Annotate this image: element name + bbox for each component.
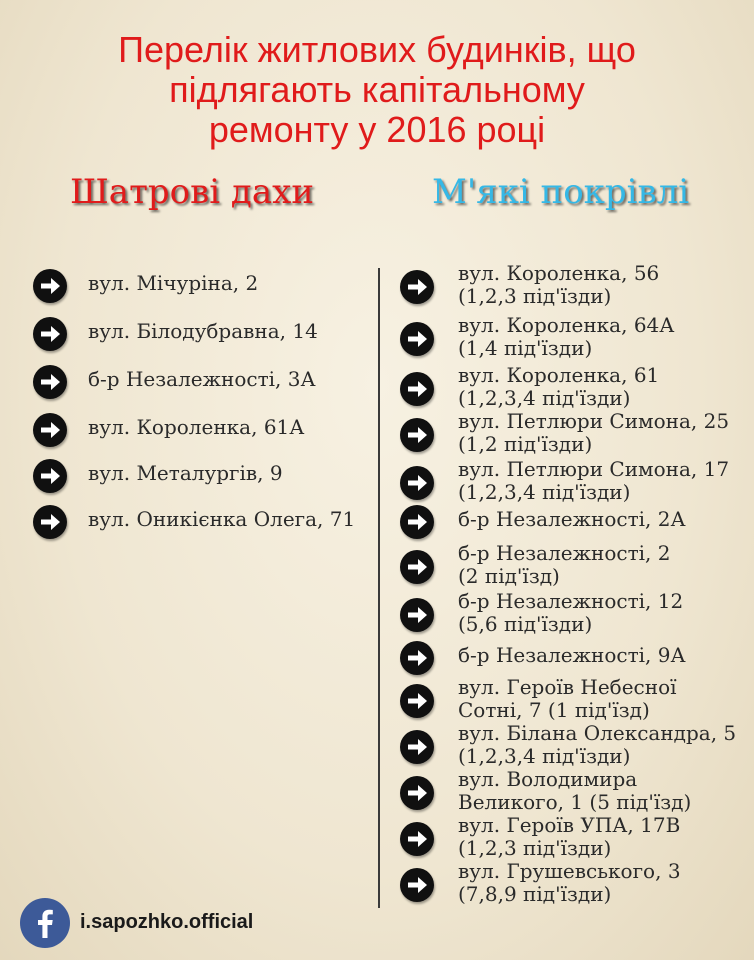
column-divider [378, 268, 380, 908]
address-line: вул. Героїв Небесної [458, 675, 677, 699]
address-line: (1,4 під'їзди) [458, 336, 593, 360]
address-line: вул. Грушевського, 3 [458, 859, 681, 883]
address-text [458, 542, 670, 588]
arrow-right-icon [33, 413, 67, 447]
address-text [458, 508, 686, 531]
arrow-right-icon [400, 868, 434, 902]
arrow-right-icon [400, 730, 434, 764]
address-line: (1,2,3 під'їзди) [458, 284, 612, 308]
address-line: (1,2,3,4 під'їзди) [458, 744, 631, 768]
address-line: вул. Короленка, 64А [458, 313, 675, 337]
title-line-1: Перелік житлових будинків, що [118, 29, 636, 70]
address-line: вул. Петлюри Симона, 25 [458, 409, 730, 433]
address-text [458, 458, 729, 504]
left-column-heading: Шатрові дахи [70, 172, 314, 212]
address-line: вул. Оникієнка Олега, 71 [88, 507, 356, 531]
address-line: вул. Петлюри Симона, 17 [458, 457, 730, 481]
address-line: (1,2,3 під'їзди) [458, 836, 612, 860]
address-line: б-р Незалежності, 9А [458, 643, 686, 667]
title-line-2: підлягають капітальному [169, 69, 585, 110]
arrow-right-icon [33, 365, 67, 399]
address-text [88, 320, 318, 343]
address-text [458, 814, 680, 860]
arrow-right-icon [33, 459, 67, 493]
arrow-right-icon [33, 317, 67, 351]
address-text [458, 676, 677, 722]
address-text [458, 590, 683, 636]
arrow-right-icon [400, 372, 434, 406]
arrow-right-icon [400, 641, 434, 675]
social-handle[interactable]: i.sapozhko.official [80, 911, 254, 933]
address-line: вул. Білодубравна, 14 [88, 319, 318, 343]
arrow-right-icon [400, 418, 434, 452]
address-text [88, 368, 316, 391]
address-line: (2 під'їзд) [458, 564, 560, 588]
address-line: вул. Короленка, 61А [88, 415, 305, 439]
address-line: б-р Незалежності, 2А [458, 507, 686, 531]
address-line: б-р Незалежності, 2 [458, 541, 671, 565]
address-text [458, 722, 736, 768]
arrow-right-icon [400, 505, 434, 539]
address-line: (5,6 під'їзди) [458, 612, 593, 636]
arrow-right-icon [400, 322, 434, 356]
right-column-heading: М'які покрівлі [432, 172, 690, 212]
arrow-right-icon [400, 466, 434, 500]
address-line: Великого, 1 (5 під'їзд) [458, 790, 692, 814]
title-line-3: ремонту у 2016 році [208, 109, 546, 150]
address-line: вул. Білана Олександра, 5 [458, 721, 737, 745]
arrow-right-icon [33, 269, 67, 303]
address-line: б-р Незалежності, 12 [458, 589, 684, 613]
arrow-right-icon [400, 684, 434, 718]
address-line: (1,2 під'їзди) [458, 432, 593, 456]
address-text [458, 860, 681, 906]
address-text [88, 416, 304, 439]
page-title [0, 30, 754, 150]
address-text [458, 314, 674, 360]
arrow-right-icon [400, 550, 434, 584]
address-line: (1,2,3,4 під'їзди) [458, 480, 631, 504]
address-line: Сотні, 7 (1 під'їзд) [458, 698, 650, 722]
arrow-right-icon [400, 822, 434, 856]
address-text [458, 768, 691, 814]
address-text [458, 410, 729, 456]
arrow-right-icon [400, 598, 434, 632]
address-line: вул. Володимира [458, 767, 638, 791]
facebook-icon[interactable] [20, 898, 70, 948]
address-text [458, 644, 686, 667]
address-line: (1,2,3,4 під'їзди) [458, 386, 631, 410]
address-line: вул. Короленка, 56 [458, 261, 660, 285]
address-text [88, 508, 355, 531]
address-line: б-р Незалежності, 3А [88, 367, 316, 391]
address-text [88, 272, 258, 295]
address-text [458, 364, 659, 410]
address-text [88, 462, 283, 485]
address-line: вул. Героїв УПА, 17В [458, 813, 681, 837]
address-line: вул. Металургів, 9 [88, 461, 283, 485]
address-line: вул. Мічуріна, 2 [88, 271, 259, 295]
arrow-right-icon [33, 505, 67, 539]
address-line: (7,8,9 під'їзди) [458, 882, 612, 906]
address-line: вул. Короленка, 61 [458, 363, 660, 387]
arrow-right-icon [400, 776, 434, 810]
arrow-right-icon [400, 270, 434, 304]
address-text [458, 262, 659, 308]
